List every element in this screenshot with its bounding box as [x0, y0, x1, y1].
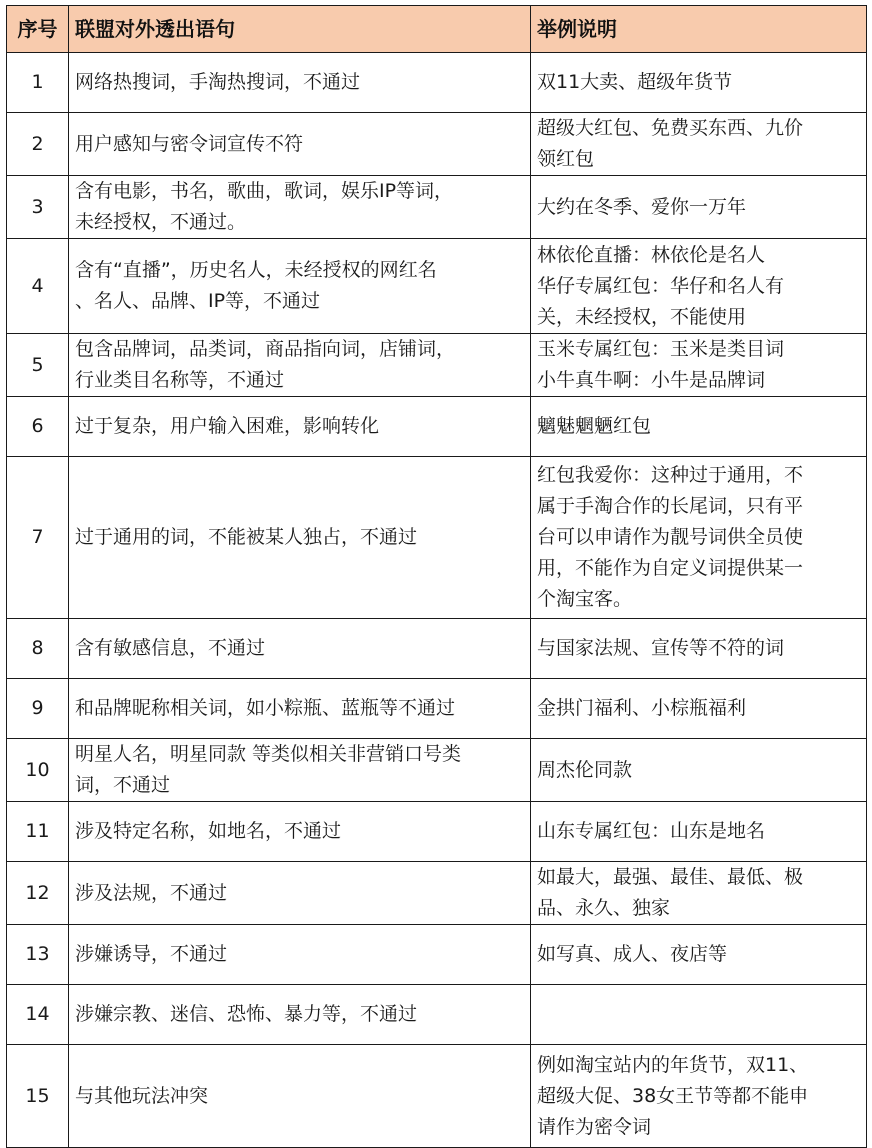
example-text-line: 与国家法规、宣传等不符的词 [537, 637, 785, 659]
example-text-line: 属于手淘合作的长尾词，只有平 [537, 495, 804, 517]
example-text-line: 例如淘宝站内的年货节，双11、 [537, 1053, 809, 1076]
rule-text-line: 用户感知与密令词宣传不符 [75, 132, 304, 155]
row-rule-text [69, 802, 531, 862]
row-serial-no: 11 [7, 802, 69, 862]
row-example [531, 985, 867, 1045]
row-rule-text [69, 334, 531, 397]
row-example [531, 925, 867, 985]
row-serial-no: 3 [7, 176, 69, 239]
table-row [7, 862, 867, 925]
rule-text-line: 涉嫌诱导，不通过 [75, 943, 228, 965]
example-text-line: 品、永久、独家 [537, 897, 671, 919]
row-serial-no: 2 [7, 113, 69, 176]
rule-text-line: 涉及法规，不通过 [75, 881, 228, 904]
table-body [7, 53, 867, 1148]
rule-text-line: 词，不通过 [75, 774, 171, 796]
rule-text-line: 包含品牌词，品类词，商品指向词，店铺词， [75, 338, 456, 360]
row-rule-text [69, 53, 531, 113]
rule-text-line: 含有电影，书名，歌曲，歌词，娱乐IP等词， [75, 180, 454, 202]
row-rule-text [69, 457, 531, 619]
rule-text-line: 未经授权，不通过。 [75, 211, 247, 233]
table-row [7, 334, 867, 397]
header-serial-no: 序号 [7, 6, 69, 53]
header-example: 举例说明 [531, 6, 867, 53]
table-row [7, 457, 867, 619]
rule-text-line: 过于通用的词，不能被某人独占，不通过 [75, 526, 418, 548]
row-serial-no: 14 [7, 985, 69, 1045]
table-row [7, 176, 867, 239]
example-text-line: 林依伦直播：林依伦是名人 [537, 243, 766, 266]
table-row [7, 53, 867, 113]
example-text-line: 山东专属红包：山东是地名 [537, 820, 766, 842]
rule-text-line: 行业类目名称等，不通过 [75, 369, 285, 391]
rule-text-line: 涉嫌宗教、迷信、恐怖、暴力等，不通过 [75, 1003, 418, 1025]
table-row [7, 679, 867, 739]
row-example [531, 457, 867, 619]
row-rule-text [69, 862, 531, 925]
example-text-line: 关，未经授权，不能使用 [537, 305, 747, 328]
row-example [531, 113, 867, 176]
example-text-line: 超级大红包、免费买东西、九价 [537, 117, 804, 139]
example-text-line: 如写真、成人、夜店等 [537, 943, 728, 965]
row-serial-no: 9 [7, 679, 69, 739]
row-serial-no: 8 [7, 619, 69, 679]
row-example [531, 802, 867, 862]
row-example [531, 397, 867, 457]
table-row [7, 619, 867, 679]
example-text-line: 领红包 [537, 148, 595, 170]
rules-table [6, 5, 867, 1148]
row-rule-text [69, 925, 531, 985]
example-text-line: 玉米专属红包：玉米是类目词 [537, 338, 785, 360]
rule-text-line: 明星人名，明星同款 等类似相关非营销口号类 [75, 743, 462, 765]
rule-text-line: 涉及特定名称，如地名，不通过 [75, 820, 342, 842]
row-serial-no: 12 [7, 862, 69, 925]
rule-text-line: 过于复杂，用户输入困难，影响转化 [75, 415, 380, 437]
row-serial-no: 10 [7, 739, 69, 802]
table-header-row [7, 6, 867, 53]
example-text-line: 小牛真牛啊：小牛是品牌词 [537, 369, 766, 391]
row-serial-no: 4 [7, 239, 69, 334]
example-text-line: 双11大卖、超级年货节 [537, 71, 733, 93]
row-example [531, 862, 867, 925]
row-serial-no: 5 [7, 334, 69, 397]
row-rule-text [69, 113, 531, 176]
row-rule-text [69, 985, 531, 1045]
example-text-line: 金拱门福利、小棕瓶福利 [537, 697, 747, 719]
example-text-line: 如最大，最强、最佳、最低、极 [537, 866, 804, 888]
example-text-line: 红包我爱你：这种过于通用，不 [537, 464, 804, 486]
table-row [7, 802, 867, 862]
example-text-line: 台可以申请作为靓号词供全员使 [537, 526, 804, 548]
example-text-line: 个淘宝客。 [537, 588, 633, 610]
table-row [7, 985, 867, 1045]
row-serial-no: 6 [7, 397, 69, 457]
example-text-line: 华仔专属红包：华仔和名人有 [537, 274, 785, 297]
row-example [531, 176, 867, 239]
row-rule-text [69, 739, 531, 802]
rule-text-line: 含有敏感信息，不通过 [75, 637, 266, 659]
table-row [7, 925, 867, 985]
rule-text-line: 、名人、品牌、IP等，不通过 [75, 290, 321, 312]
row-rule-text [69, 1045, 531, 1148]
row-example [531, 619, 867, 679]
rule-text-line: 网络热搜词，手淘热搜词，不通过 [75, 71, 361, 93]
row-rule-text [69, 619, 531, 679]
row-example [531, 53, 867, 113]
row-serial-no: 7 [7, 457, 69, 619]
row-serial-no: 1 [7, 53, 69, 113]
row-example [531, 739, 867, 802]
example-text-line: 用，不能作为自定义词提供某一 [537, 557, 804, 579]
row-rule-text [69, 176, 531, 239]
table-row [7, 1045, 867, 1148]
row-rule-text [69, 397, 531, 457]
row-example [531, 334, 867, 397]
example-text-line: 魑魅魍魉红包 [537, 415, 652, 437]
row-example [531, 1045, 867, 1148]
row-example [531, 679, 867, 739]
row-rule-text [69, 679, 531, 739]
row-serial-no: 15 [7, 1045, 69, 1148]
table-row [7, 397, 867, 457]
row-rule-text [69, 239, 531, 334]
example-text-line: 大约在冬季、爱你一万年 [537, 195, 747, 218]
example-text-line: 周杰伦同款 [537, 758, 633, 781]
row-example [531, 239, 867, 334]
rule-text-line: 和品牌昵称相关词，如小粽瓶、蓝瓶等不通过 [75, 697, 456, 719]
rule-text-line: 含有“直播”，历史名人，未经授权的网红名 [75, 259, 437, 281]
table-row [7, 239, 867, 334]
header-rule-text: 联盟对外透出语句 [69, 6, 531, 53]
rule-text-line: 与其他玩法冲突 [75, 1084, 209, 1107]
table-row [7, 113, 867, 176]
example-text-line: 请作为密令词 [537, 1115, 652, 1138]
example-text-line: 超级大促、38女王节等都不能申 [537, 1084, 809, 1107]
row-serial-no: 13 [7, 925, 69, 985]
table-row [7, 739, 867, 802]
